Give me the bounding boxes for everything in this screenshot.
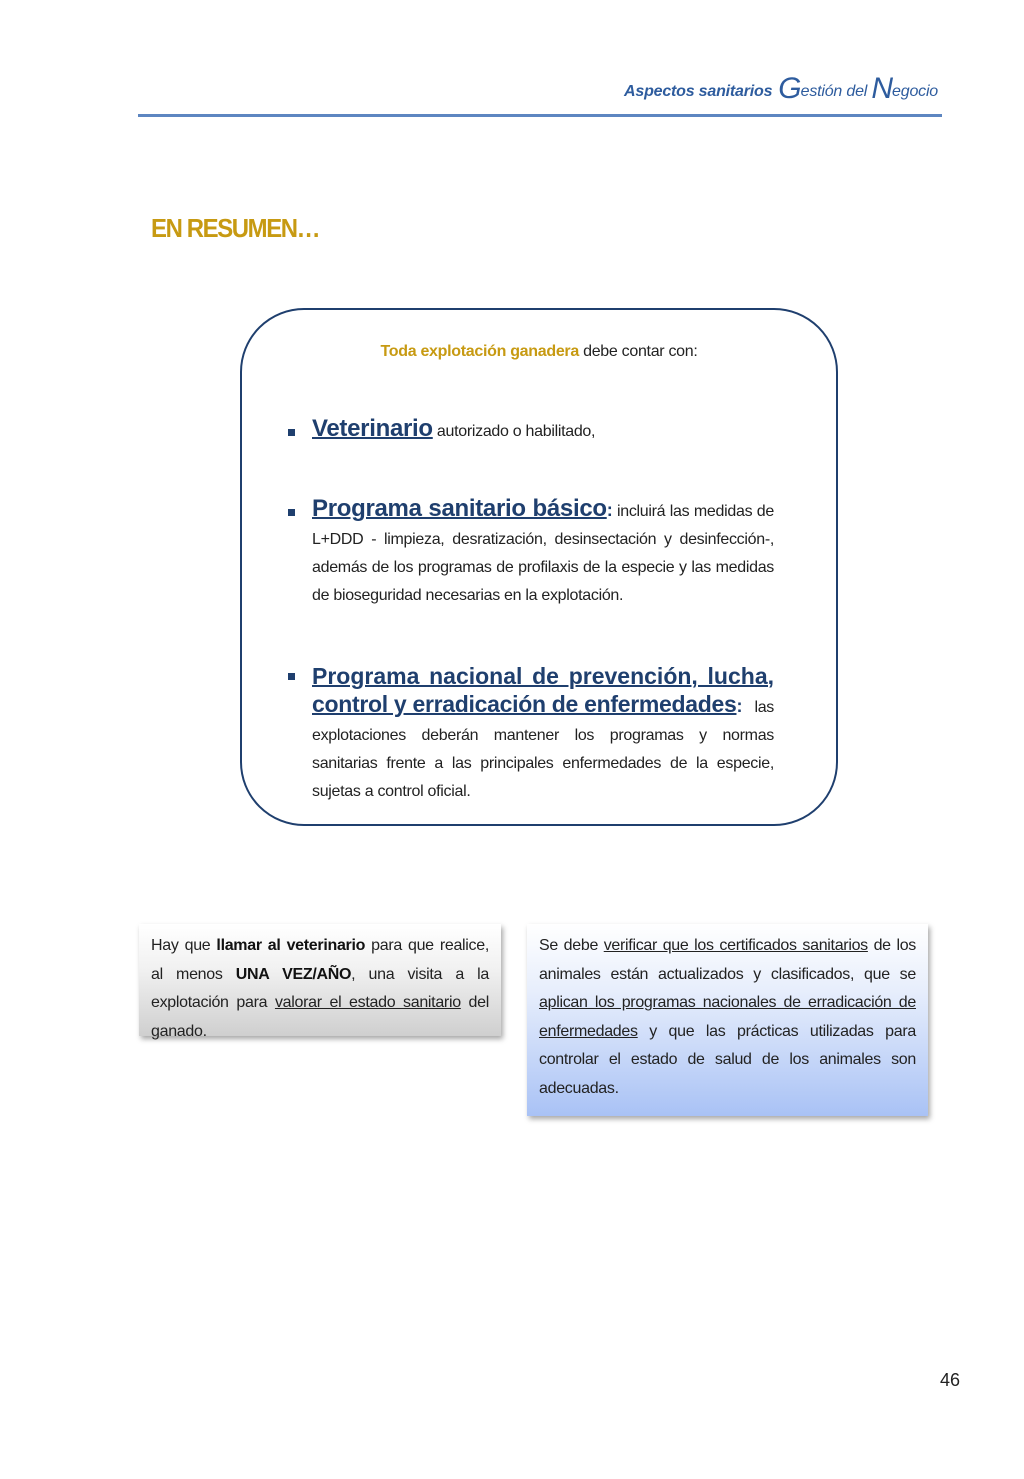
callout-certificados <box>527 924 928 1116</box>
summary-item-text <box>312 495 774 610</box>
callout-text-part: del ganado. <box>151 994 489 1040</box>
summary-item-body: explotaciones deberán mantener los programas y normas sanitarias frente a las principales enfermedades de la especie, sujetas a control oficial. <box>312 727 774 800</box>
summary-item-body: autorizado o habilitado, <box>432 423 596 440</box>
callout-text-part: para que realice, al menos <box>151 937 489 983</box>
header-g-rest: estión del <box>800 83 872 100</box>
summary-box <box>240 308 838 826</box>
callout-bold-text: UNA VEZ/AÑO <box>235 965 352 983</box>
header-rule <box>138 114 942 117</box>
header-g-initial: G <box>778 72 801 105</box>
summary-item-colon: : <box>606 500 613 520</box>
callout-bold-text: llamar al veterinario <box>216 937 366 954</box>
summary-item-veterinario <box>312 415 774 446</box>
callout-underlined-text: verificar que los certificados sanitarios <box>603 937 868 954</box>
summary-item-text <box>312 415 774 446</box>
square-bullet-icon <box>288 429 295 436</box>
summary-intro-rest: debe contar con: <box>578 343 698 360</box>
header-section: Aspectos sanitarios <box>624 83 773 100</box>
callout-underlined-text: aplican los programas nacionales de erradicación de enfermedades <box>539 994 916 1040</box>
section-title: EN RESUMEN… <box>151 213 320 243</box>
square-bullet-icon <box>288 673 295 680</box>
summary-item-body-start: las <box>754 699 774 716</box>
summary-item-colon: : <box>736 696 743 716</box>
callout-text-part: Hay que <box>151 937 217 954</box>
summary-item-keyword: Veterinario <box>312 415 433 442</box>
callout-text-part: de los animales están actualizados y clasificados, que se <box>539 937 916 983</box>
summary-item-keyword-line2-row <box>312 690 774 722</box>
callout-underlined-text: valorar el estado sanitario <box>274 994 461 1011</box>
callout-certificados-text <box>539 932 916 1103</box>
square-bullet-icon <box>288 509 295 516</box>
summary-item-programa-sanitario <box>312 495 774 610</box>
callout-veterinario-text <box>151 932 489 1046</box>
callout-text-part: y que las prácticas utilizadas para controlar el estado de salud de los animales son adecuadas. <box>539 1022 916 1097</box>
header-n-rest: egocio <box>892 83 938 100</box>
summary-item-keyword-line2: control y erradicación de enfermedades <box>312 691 737 717</box>
summary-item-keyword-line1: Programa nacional de prevención, lucha, <box>312 663 774 689</box>
summary-intro <box>242 343 836 361</box>
summary-item-body: incluirá las medidas de L+DDD - limpieza, desratización, desinsectación y desinfección-, además de los programas de profilaxis de la especie y las medidas de bioseguridad necesarias en la explotación. <box>312 503 774 604</box>
callout-veterinario <box>139 924 501 1040</box>
header-n-initial: N <box>871 72 893 105</box>
summary-intro-highlight: Toda explotación ganadera <box>380 343 579 360</box>
page-number: 46 <box>940 1370 961 1390</box>
running-header <box>624 72 938 106</box>
callout-text-part: Se debe <box>539 937 604 954</box>
summary-item-programa-nacional <box>312 662 774 806</box>
summary-item-keyword: Programa sanitario básico <box>312 495 607 522</box>
callout-text-part: , una visita a la explotación para <box>151 965 489 1011</box>
